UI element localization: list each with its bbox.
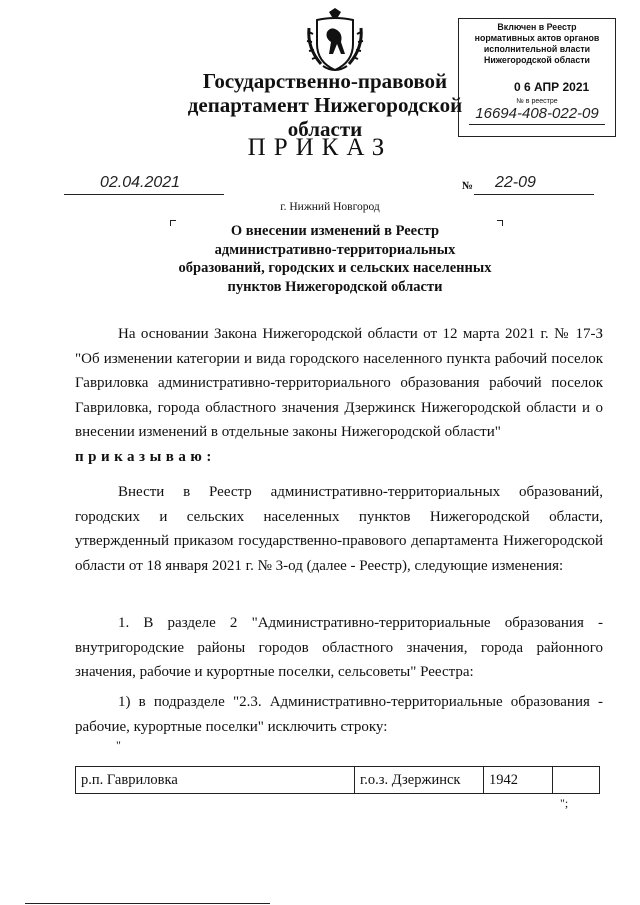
document-title: ПРИКАЗ <box>247 134 393 161</box>
item-1-paragraph <box>75 611 603 685</box>
subitem-1-text: 1) в подразделе "2.3. Административно-территориальные образования - рабочие, курортные поселки" исключить строку: <box>75 694 603 735</box>
item-1-text: 1. В разделе 2 "Административно-территориальные образования - внутригородские районы городов областного значения, города районного значения, рабочие и курортные поселки, сельсоветы" Реестра: <box>75 615 603 680</box>
stamp-registry-number: 16694-408-022-09 <box>475 105 599 122</box>
quote-close: "; <box>560 796 569 810</box>
subitem-1-paragraph <box>75 690 603 739</box>
quote-open: " <box>116 738 121 752</box>
stamp-registry-label: № в реестре <box>516 98 558 105</box>
coat-of-arms-icon <box>305 8 365 74</box>
extra-cell <box>553 767 600 794</box>
order-date: 02.04.2021 <box>100 174 181 191</box>
stamp-text: Включен в Реестр нормативных актов органов исполнительной власти Нижегородской области <box>474 22 600 65</box>
basis-text: На основании Закона Нижегородской области от 12 марта 2021 г. № 17-З "Об изменении категории и вида городского населенного пункта рабочий поселок Гавриловка административно-территориального образования рабочий поселок Гавриловка, города областного значения Дзержинск Нижегородской области и о внесении изменений в отдельные законы Нижегородской области" <box>75 326 603 440</box>
document-subject: О внесении изменений в Реестр административно-территориальных образований, городских и сельских населенных пунктов Нижегородской области <box>178 223 492 295</box>
table-row <box>76 767 600 794</box>
organization-name: Государственно-правовой департамент Нижегородской области <box>187 69 463 141</box>
number-sign: № <box>462 180 474 192</box>
number-underline <box>474 194 594 195</box>
basis-paragraph <box>75 322 603 469</box>
main-text: Внести в Реестр административно-территориальных образований, городских и сельских населенных пунктов Нижегородской области, утвержденный приказом государственно-правового департамента Нижегородской области от 18 января 2021 г. № 3-од (далее - Реестр), следующие изменения: <box>75 484 603 574</box>
registry-table <box>75 766 600 794</box>
date-underline <box>64 194 224 195</box>
main-paragraph <box>75 480 603 578</box>
city: г. Нижний Новгород <box>280 201 380 213</box>
settlement-cell: р.п. Гавриловка <box>76 767 355 794</box>
footnote-divider <box>25 903 270 904</box>
code-cell: 1942 <box>484 767 553 794</box>
order-word: приказываю: <box>75 448 216 465</box>
district-cell: г.о.з. Дзержинск <box>355 767 484 794</box>
stamp-date: 0 6 АПР 2021 <box>514 80 590 94</box>
order-number: 22-09 <box>495 174 536 191</box>
